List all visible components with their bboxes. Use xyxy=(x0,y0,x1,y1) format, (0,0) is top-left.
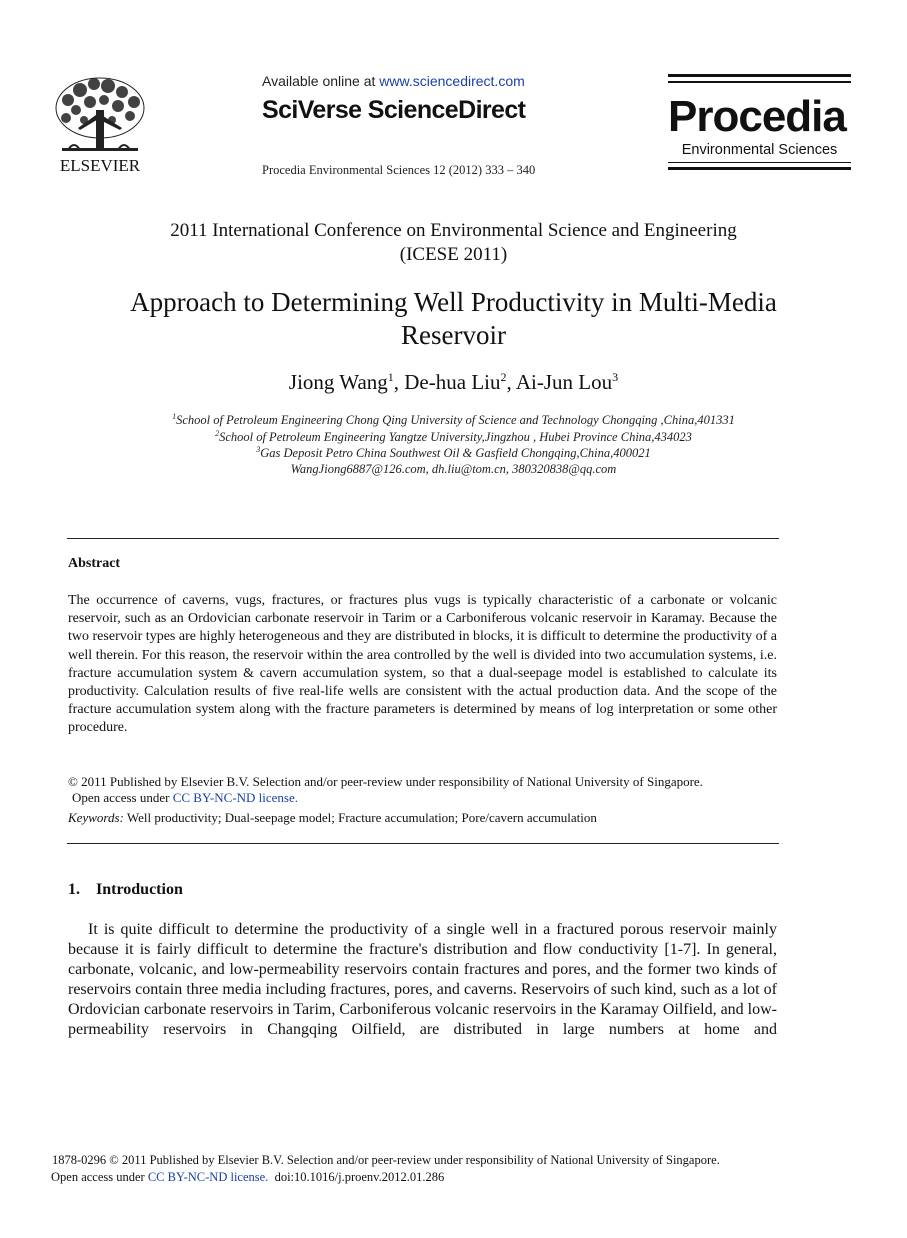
author-mark: 2 xyxy=(500,370,507,384)
open-access-prefix: Open access under xyxy=(51,1170,148,1184)
copyright-notice: © 2011 Published by Elsevier B.V. Selection and/or peer-review under responsibility of National University of Singapore. xyxy=(68,774,703,789)
affiliation-mark: 1 xyxy=(172,412,177,421)
author-list xyxy=(0,370,907,395)
affiliation-text: School of Petroleum Engineering Yangtze University,Jingzhou , Hubei Province China,434023 xyxy=(219,430,692,445)
publisher-name: ELSEVIER xyxy=(59,156,141,175)
divider xyxy=(67,538,779,539)
license-link[interactable]: CC BY-NC-ND license. xyxy=(172,790,299,805)
author-name: Jiong Wang xyxy=(288,370,388,394)
doi[interactable]: doi:10.1016/j.proenv.2012.01.286 xyxy=(268,1170,445,1184)
author-name: De-hua Liu xyxy=(404,370,501,394)
divider xyxy=(67,843,779,844)
paper-title-line1: Approach to Determining Well Productivity in Multi-Media xyxy=(130,287,777,317)
conference-name: 2011 International Conference on Environmental Science and Engineering xyxy=(170,220,737,241)
affiliation xyxy=(0,412,907,428)
keywords-label: Keywords: xyxy=(68,810,124,825)
abstract-body: The occurrence of caverns, vugs, fractures, or fractures plus vugs is typically characteristic of a carbonate or volcanic reservoir, such as an Ordovician carbonate reservoir in Tarim or a Carboniferous volcanic reservoir in Karamay. Because the two reservoir types are highly heterogeneous and they are distributed in blocks, it is difficult to determine the productivity of a well therein. For this reason, the reservoir within the area controlled by the well is divided into two accumulation systems, i.e. fracture accumulation system & cavern accumulation system, so that a dual-seepage model is established to calculate its productivity. Calculation results of five real-life wells are consistent with the actual production data. And the scope of the fracture accumulation system along with the fracture parameters is determined by means of log interpretation or some other procedure. xyxy=(68,593,777,736)
keywords-list: Well productivity; Dual-seepage model; Fracture accumulation; Pore/cavern accumulation xyxy=(123,810,597,825)
abstract-heading: Abstract xyxy=(68,556,121,571)
author-emails: WangJiong6887@126.com, dh.liu@tom.cn, 380320838@qq.com xyxy=(290,462,617,476)
section-heading xyxy=(68,881,183,899)
conference-acronym: (ICESE 2011) xyxy=(399,244,508,265)
affiliation-mark: 2 xyxy=(215,429,220,438)
author-separator: , xyxy=(506,370,516,394)
affiliation xyxy=(0,445,907,461)
sciencedirect-link[interactable]: www.sciencedirect.com xyxy=(379,73,525,89)
procedia-logo xyxy=(668,74,851,170)
footer-issn-copyright: 1878-0296 © 2011 Published by Elsevier B.V. Selection and/or peer-review under responsibility of National University of Singapore. xyxy=(52,1153,720,1167)
section-number: 1. xyxy=(68,881,80,898)
paper-title-line2: Reservoir xyxy=(401,320,506,350)
author-name: Ai-Jun Lou xyxy=(515,370,613,394)
open-access-line xyxy=(72,790,298,806)
affiliation xyxy=(0,429,907,445)
introduction-body: It is quite difficult to determine the productivity of a single well in a fractured porous reservoir mainly because it is fairly difficult to determine the fracture's distribution and flow conductivity [1-7]. In general, carbonate, volcanic, and low-permeability reservoirs contain fractures and pores, and the former two kinds of reservoirs contain three media including fractures, pores, and caverns. Reservoirs of such kind, such as a lot of Ordovician carbonate reservoirs in Tarim, Carboniferous volcanic reservoirs in the Karamay Oilfield, and low-permeability reservoirs in Changqing Oilfield, are distributed in large numbers at home and xyxy=(68,921,778,1038)
available-prefix: Available online at xyxy=(262,73,380,89)
affiliation-text: Gas Deposit Petro China Southwest Oil & Gasfield Chongqing,China,400021 xyxy=(260,446,651,461)
license-link[interactable]: CC BY-NC-ND license. xyxy=(147,1170,269,1184)
divider xyxy=(668,81,851,83)
affiliation-mark: 3 xyxy=(256,445,261,454)
divider xyxy=(668,74,851,77)
footer-open-access xyxy=(51,1170,444,1185)
author-mark: 1 xyxy=(387,370,394,384)
keywords-line xyxy=(68,810,597,826)
divider xyxy=(668,162,851,164)
journal-title: Procedia xyxy=(668,91,846,141)
divider xyxy=(668,167,851,170)
available-online-line xyxy=(262,73,525,89)
sciverse-logo-text: SciVerse ScienceDirect xyxy=(262,96,526,124)
journal-reference: Procedia Environmental Sciences 12 (2012) 333 – 340 xyxy=(262,163,536,177)
author-mark: 3 xyxy=(612,370,619,384)
author-separator: , xyxy=(393,370,405,394)
affiliation-text: School of Petroleum Engineering Chong Qing University of Science and Technology Chongqing ,China,401331 xyxy=(176,413,735,428)
open-access-prefix: Open access under xyxy=(72,790,173,805)
section-title: Introduction xyxy=(96,881,183,898)
journal-subtitle: Environmental Sciences xyxy=(681,141,838,158)
